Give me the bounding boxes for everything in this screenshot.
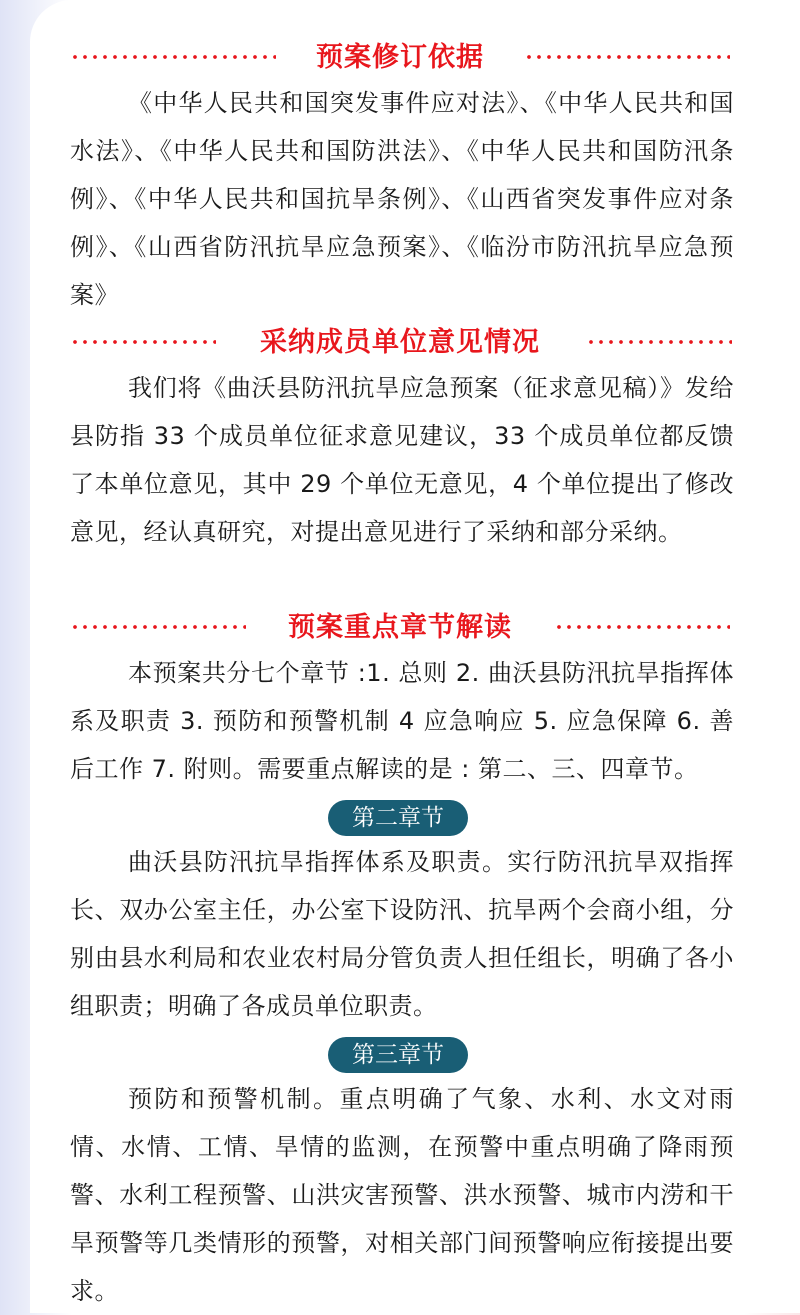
section-title: 预案修订依据 [316,42,484,73]
chapter-two-paragraph: 曲沃县防汛抗旱指挥体系及职责。实行防汛抗旱双指挥长、双办公室主任，办公室下设防汛、抗旱两个会商小组，分别由县水利局和农业农村局分管负责人担任组长，明确了各小组职责；明确了各成员单位职责。 [70,848,734,1020]
section-heading-key-chapters [0,608,800,648]
chapter-three-badge: 第三章节 [328,1037,468,1073]
section-title: 采纳成员单位意见情况 [260,327,540,358]
revision-basis-paragraph: 《中华人民共和国突发事件应对法》、《中华人民共和国水法》、《中华人民共和国防洪法》、《中华人民共和国防汛条例》、《中华人民共和国抗旱条例》、《山西省突发事件应对条例》、《山西省防汛抗旱应急预案》、《临汾市防汛抗旱应急预案》 [70,89,734,309]
section-heading-revision-basis [0,38,800,78]
key-chapters-intro-paragraph: 本预案共分七个章节 :1. 总则 2. 曲沃县防汛抗旱指挥体系及职责 3. 预防和预警机制 4 应急响应 5. 应急保障 6. 善后工作 7. 附则。需要重点解读的是 : 第二、三、四章节。 [70,659,734,783]
section-heading-member-opinions [0,323,800,363]
chapter-three-paragraph: 预防和预警机制。重点明确了气象、水利、水文对雨情、水情、工情、旱情的监测，在预警中重点明确了降雨预警、水利工程预警、山洪灾害预警、洪水预警、城市内涝和干旱预警等几类情形的预警，对相关部门间预警响应衔接提出要求。 [70,1085,734,1305]
member-opinions-paragraph: 我们将《曲沃县防汛抗旱应急预案（征求意见稿）》发给县防指 33 个成员单位征求意见建议，33 个成员单位都反馈了本单位意见，其中 29 个单位无意见，4 个单位提出了修改意见，经认真研究，对提出意见进行了采纳和部分采纳。 [70,374,734,546]
chapter-two-badge: 第二章节 [328,800,468,836]
section-title: 预案重点章节解读 [288,612,512,643]
